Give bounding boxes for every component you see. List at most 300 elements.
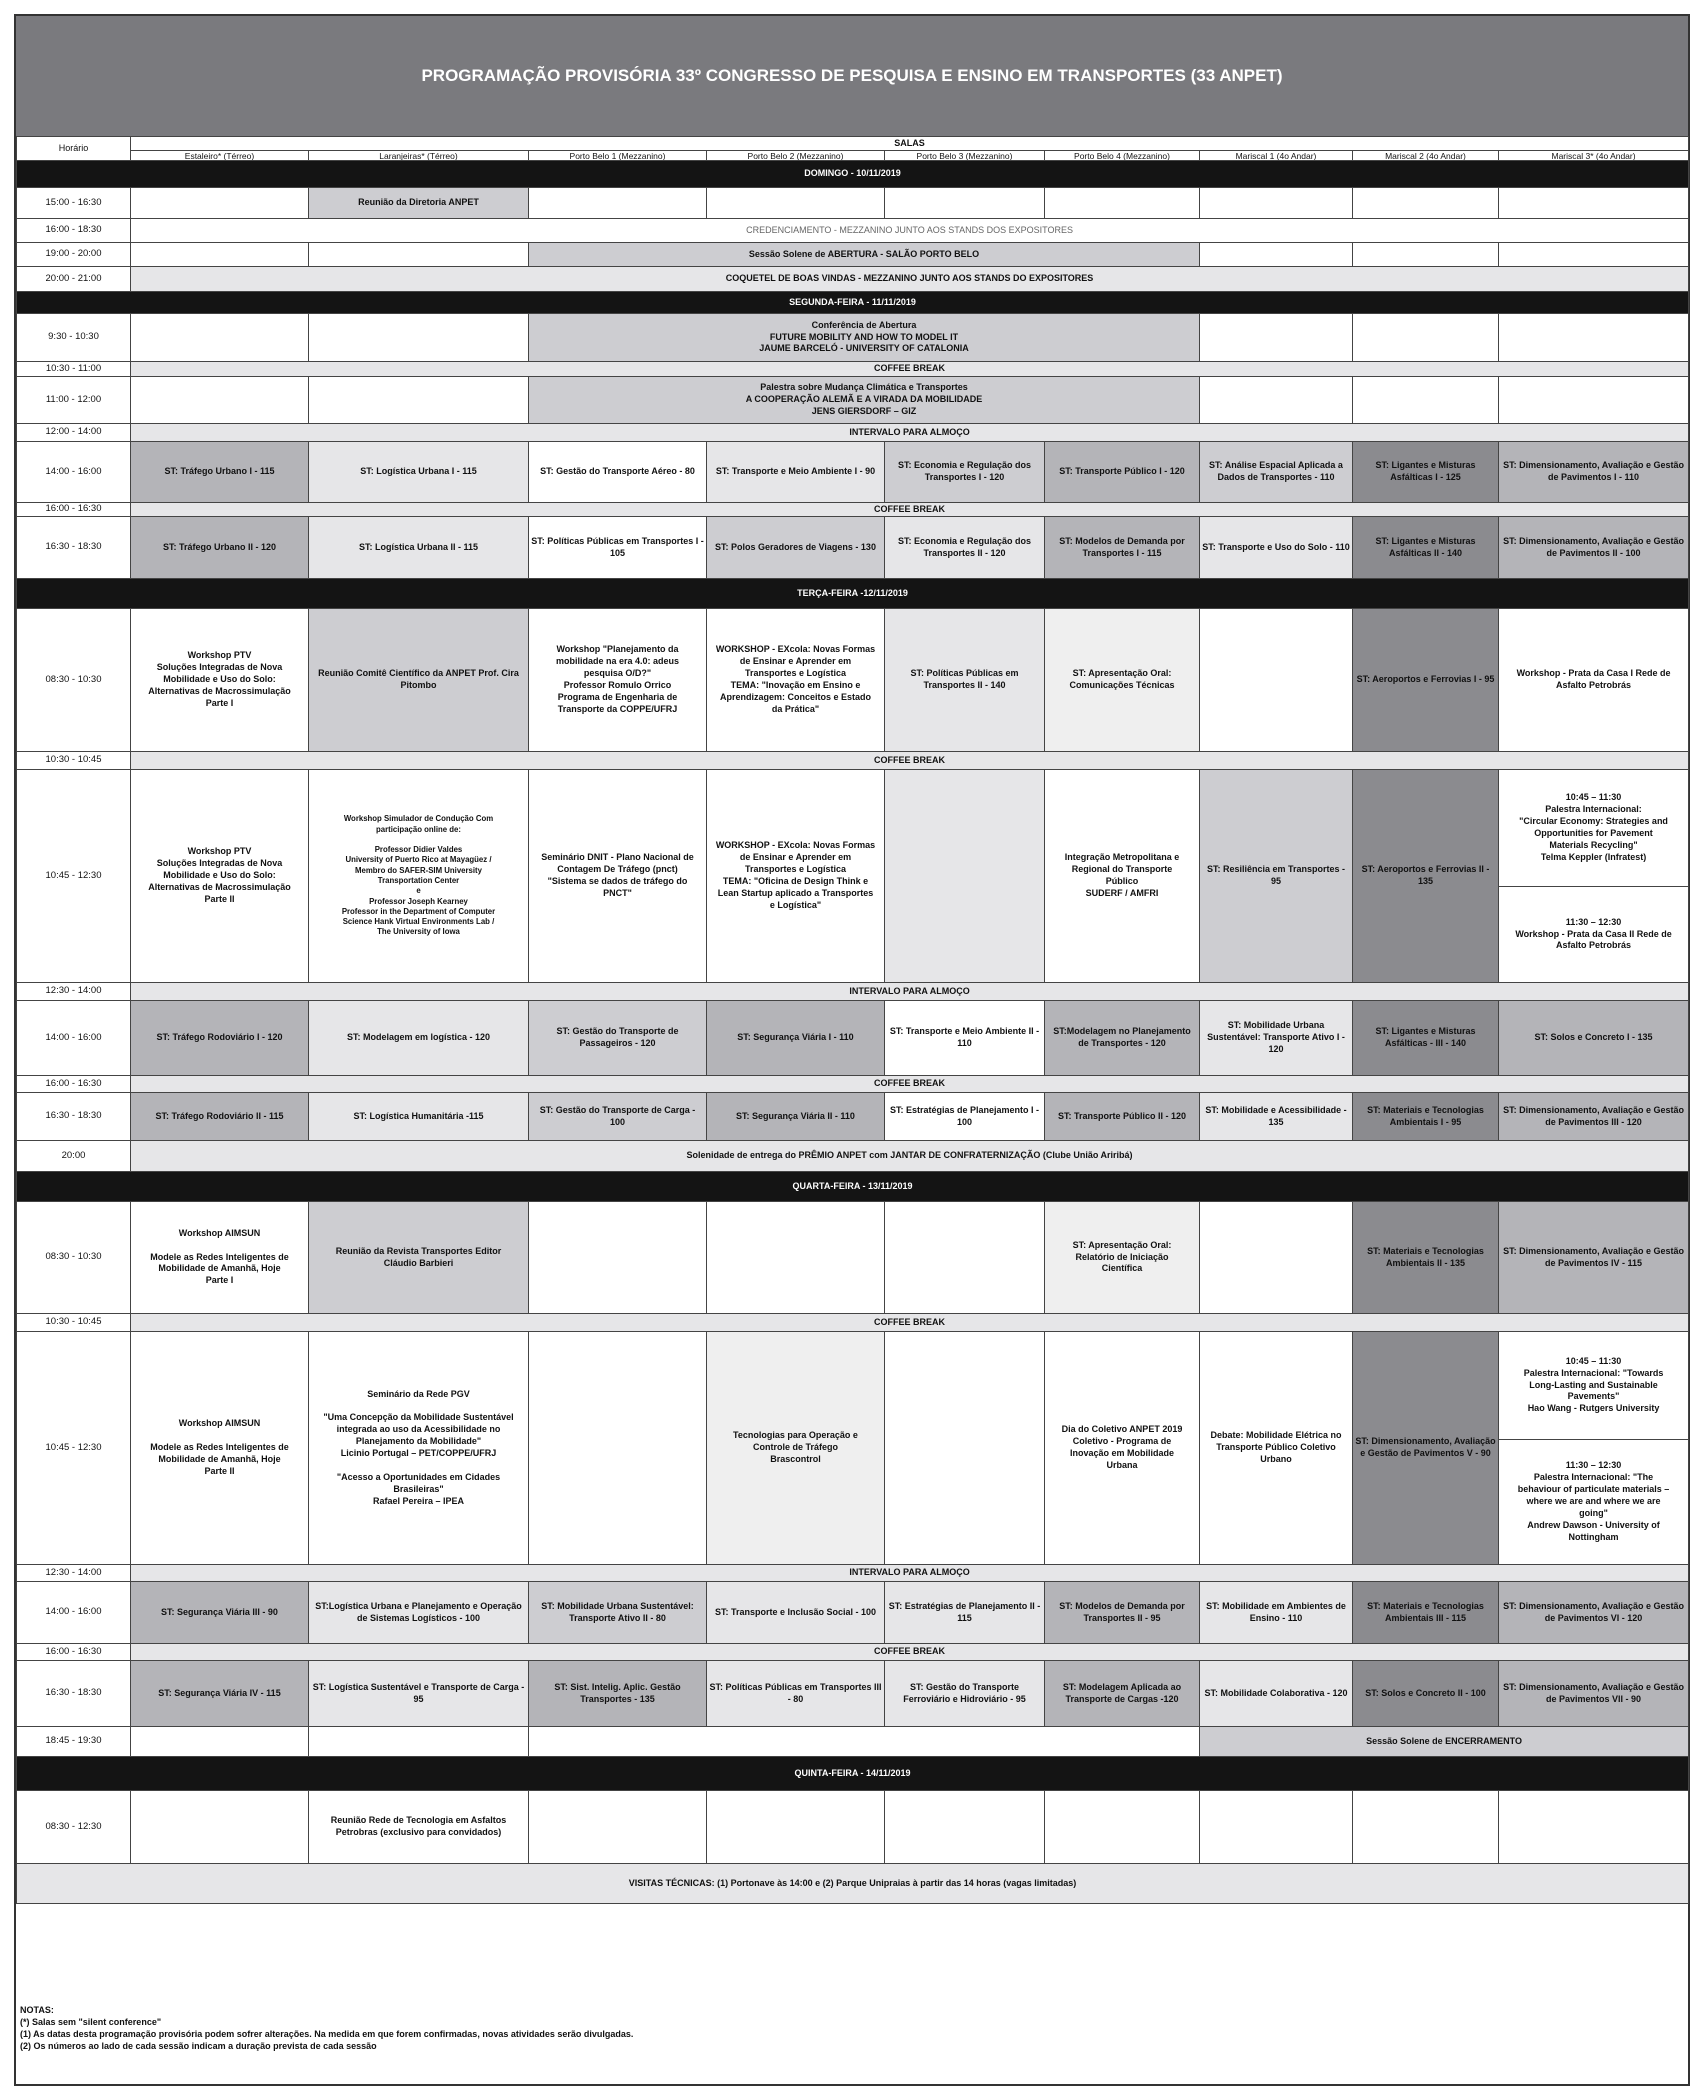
line: Professor Joseph Kearney <box>369 896 468 906</box>
line: Soluções Integradas de Nova <box>156 662 283 673</box>
session-cell: ST: Dimensionamento, Avaliação e Gestão de Pavimentos II - 100 <box>1499 517 1689 579</box>
session-cell: ST: Sist. Intelig. Aplic. Gestão Transportes - 135 <box>529 1661 707 1727</box>
line: Controle de Tráfego <box>752 1442 838 1453</box>
line: Science Hank Virtual Environments Lab / <box>342 917 495 927</box>
note-item: (*) Salas sem "silent conference" <box>20 2017 162 2028</box>
credenciamento-cell: CREDENCIAMENTO - MEZZANINO JUNTO AOS STANDS DOS EXPOSITORES <box>131 219 1689 243</box>
time-cell: 12:30 - 14:00 <box>17 983 131 1001</box>
line: Reunião da Revista Transportes Editor <box>335 1245 502 1256</box>
session-cell: ST: Dimensionamento, Avaliação e Gestão de Pavimentos III - 120 <box>1499 1093 1689 1141</box>
time-cell: 10:30 - 10:45 <box>17 752 131 770</box>
time-cell: 08:30 - 12:30 <box>17 1791 131 1864</box>
line: Tecnologias para Operação e <box>733 1430 858 1441</box>
time-cell: 10:30 - 10:45 <box>17 1314 131 1332</box>
time-cell: 14:00 - 16:00 <box>17 1001 131 1076</box>
session-cell: ST: Análise Espacial Aplicada a Dados de Transportes - 110 <box>1200 442 1353 503</box>
line: de Ensinar e Aprender em <box>739 656 852 667</box>
line: "Acesso a Oportunidades em Cidades <box>336 1471 501 1482</box>
session-cell: ST: Gestão do Transporte de Passageiros - 120 <box>529 1001 707 1076</box>
empty-cell <box>131 314 309 362</box>
dia-coletivo-cell <box>1045 1332 1200 1565</box>
seminario-dnit-cell <box>529 770 707 983</box>
line: Pavements" <box>1567 1391 1620 1402</box>
session-cell: ST: Transporte e Meio Ambiente I - 90 <box>707 442 885 503</box>
room-header: Mariscal 1 (4o Andar) <box>1200 151 1353 161</box>
time-cell: 11:00 - 12:00 <box>17 377 131 424</box>
empty-cell <box>1353 188 1499 219</box>
empty-cell <box>1499 243 1689 267</box>
line: behaviour of particulate materials – <box>1517 1484 1670 1495</box>
session-cell: ST: Tráfego Urbano II - 120 <box>131 517 309 579</box>
line: JENS GIERSDORF – GIZ <box>811 405 917 416</box>
session-cell: ST: Políticas Públicas em Transportes II - 140 <box>885 609 1045 752</box>
coquetel-cell: COQUETEL DE BOAS VINDAS - MEZZANINO JUNTO AOS STANDS DO EXPOSITORES <box>131 267 1689 292</box>
line: 10:45 – 11:30 <box>1565 1355 1622 1366</box>
line: mobilidade na era 4.0: adeus <box>555 656 680 667</box>
session-cell: ST: Transporte e Inclusão Social - 100 <box>707 1582 885 1644</box>
session-cell: ST: Gestão do Transporte Aéreo - 80 <box>529 442 707 503</box>
room-header: Porto Belo 3 (Mezzanino) <box>885 151 1045 161</box>
empty-cell <box>1200 1791 1353 1864</box>
empty-cell <box>309 377 529 424</box>
session-cell: ST: Mobilidade Urbana Sustentável: Transporte Ativo II - 80 <box>529 1582 707 1644</box>
line: Público <box>1105 876 1139 886</box>
line: PNCT" <box>603 887 632 898</box>
empty-cell <box>1353 314 1499 362</box>
conferencia-abertura-cell <box>529 314 1200 362</box>
coffee-break-cell: COFFEE BREAK <box>131 1314 1689 1332</box>
time-cell: 15:00 - 16:30 <box>17 188 131 219</box>
workshop-ptv-cell <box>131 770 309 983</box>
session-cell: ST: Dimensionamento, Avaliação e Gestão de Pavimentos I - 110 <box>1499 442 1689 503</box>
lunch-break-cell: INTERVALO PARA ALMOÇO <box>131 424 1689 442</box>
line: A COOPERAÇÃO ALEMÃ E A VIRADA DA MOBILIDADE <box>745 394 983 405</box>
session-cell: ST: Ligantes e Misturas Asfálticas I - 125 <box>1353 442 1499 503</box>
session-cell: ST: Logística Sustentável e Transporte de Carga - 95 <box>309 1661 529 1727</box>
line: pesquisa O/D?" <box>583 668 652 679</box>
room-header: Estaleiro* (Térreo) <box>131 151 309 161</box>
line: Seminário DNIT - Plano Nacional de <box>541 852 694 863</box>
empty-cell <box>529 1202 707 1314</box>
line: TEMA: "Oficina de Design Think e <box>722 876 869 886</box>
empty-cell <box>707 188 885 219</box>
line: Parte II <box>204 1465 235 1476</box>
empty-cell <box>1200 1202 1353 1314</box>
palestra-internacional-cell <box>1499 1332 1689 1440</box>
empty-cell <box>131 1791 309 1864</box>
empty-cell <box>1499 1791 1689 1864</box>
line: Palestra Internacional: <box>1545 804 1642 815</box>
notes-title: NOTAS: <box>20 2005 54 2015</box>
palestra-internacional-cell <box>1499 1440 1689 1565</box>
room-header: Porto Belo 2 (Mezzanino) <box>707 151 885 161</box>
lunch-break-cell: INTERVALO PARA ALMOÇO <box>131 1565 1689 1582</box>
empty-cell <box>885 1332 1045 1565</box>
line: Long-Lasting and Sustainable <box>1529 1379 1658 1390</box>
note-item: (1) As datas desta programação provisória podem sofrer alterações. Na medida em que forem confirmadas, novas atividades serão divulgadas. <box>20 2029 634 2040</box>
day-header: DOMINGO - 10/11/2019 <box>17 161 1689 188</box>
line: Licinio Portugal – PET/COPPE/UFRJ <box>340 1448 497 1458</box>
room-header: Laranjeiras* (Térreo) <box>309 151 529 161</box>
time-cell: 14:00 - 16:00 <box>17 442 131 503</box>
time-cell: 19:00 - 20:00 <box>17 243 131 267</box>
line: Palestra sobre Mudança Climática e Transportes <box>760 382 968 393</box>
line: Professor Didier Valdes <box>374 845 463 855</box>
line: Científica <box>1101 1263 1143 1274</box>
session-cell: ST: Economia e Regulação dos Transportes I - 120 <box>885 442 1045 503</box>
line: Andrew Dawson - University of <box>1527 1519 1660 1530</box>
line: Mobilidade e Uso do Solo: <box>163 674 276 685</box>
session-cell: Workshop - Prata da Casa I Rede de Asfalto Petrobrás <box>1499 609 1689 752</box>
apresentacao-oral-cell <box>1045 1202 1200 1314</box>
session-cell: ST: Resiliência em Transportes - 95 <box>1200 770 1353 983</box>
seminario-pgv-cell <box>309 1332 529 1565</box>
empty-cell <box>707 1791 885 1864</box>
session-cell: ST: Modelagem em logística - 120 <box>309 1001 529 1076</box>
session-cell: ST: Polos Geradores de Viagens - 130 <box>707 517 885 579</box>
line: Debate: Mobilidade Elétrica no <box>1210 1430 1342 1441</box>
day-header: TERÇA-FEIRA -12/11/2019 <box>17 579 1689 609</box>
session-cell: ST: Logística Urbana II - 115 <box>309 517 529 579</box>
line: participação online de: <box>376 824 461 834</box>
workshop-ptv-cell <box>131 609 309 752</box>
line: Modele as Redes Inteligentes de <box>150 1442 289 1453</box>
room-header: Porto Belo 4 (Mezzanino) <box>1045 151 1200 161</box>
line: Brasileiras" <box>393 1483 444 1494</box>
line: Contagem De Tráfego (pnct) <box>557 864 678 875</box>
empty-cell <box>309 314 529 362</box>
line: Materials Recycling" <box>1549 839 1638 850</box>
line: The University of Iowa <box>377 927 460 937</box>
integracao-metropolitana-cell <box>1045 770 1200 983</box>
session-cell: ST: Segurança Viária I - 110 <box>707 1001 885 1076</box>
reuniao-rede-cell <box>309 1791 529 1864</box>
line: Soluções Integradas de Nova <box>156 858 283 869</box>
session-cell: ST: Mobilidade Urbana Sustentável: Transporte Ativo I - 120 <box>1200 1001 1353 1076</box>
empty-cell <box>885 1202 1045 1314</box>
time-cell: 16:00 - 16:30 <box>17 1076 131 1093</box>
time-cell: 08:30 - 10:30 <box>17 609 131 752</box>
time-cell: 16:30 - 18:30 <box>17 1661 131 1727</box>
line: Telma Keppler (Infratest) <box>1540 851 1647 862</box>
empty-cell <box>1200 243 1353 267</box>
line: Dia do Coletivo ANPET 2019 <box>1061 1424 1183 1435</box>
empty-cell <box>1045 188 1200 219</box>
line: Workshop PTV <box>187 650 252 661</box>
empty-cell <box>1200 609 1353 752</box>
time-cell: 16:00 - 18:30 <box>17 219 131 243</box>
time-cell: 18:45 - 19:30 <box>17 1727 131 1757</box>
note-item: (2) Os números ao lado de cada sessão indicam a duração prevista de cada sessão <box>20 2041 377 2052</box>
empty-cell <box>1200 188 1353 219</box>
line: Alternativas de Macrossimulação <box>148 881 291 892</box>
empty-cell <box>1499 188 1689 219</box>
session-cell: ST: Logística Humanitária -115 <box>309 1093 529 1141</box>
line: integrada ao uso da Acessibilidade no <box>336 1424 501 1435</box>
empty-cell <box>1200 314 1353 362</box>
session-cell: ST: Dimensionamento, Avaliação e Gestão de Pavimentos IV - 115 <box>1499 1202 1689 1314</box>
line: Aprendizagem: Conceitos e Estado <box>719 691 872 702</box>
session-cell: ST: Modelagem Aplicada ao Transporte de Cargas -120 <box>1045 1661 1200 1727</box>
session-cell: ST: Economia e Regulação dos Transportes II - 120 <box>885 517 1045 579</box>
session-cell: ST: Logística Urbana I - 115 <box>309 442 529 503</box>
session-cell: ST: Tráfego Rodoviário II - 115 <box>131 1093 309 1141</box>
line: Cláudio Barbieri <box>383 1257 454 1268</box>
line: University of Puerto Rico at Mayagüez / <box>345 855 492 865</box>
line: Workshop AIMSUN <box>178 1227 261 1238</box>
line: Coletivo - Programa de <box>1072 1436 1172 1447</box>
line: Transportation Center <box>377 876 460 885</box>
line: Inovação em Mobilidade <box>1069 1448 1175 1458</box>
line: Workshop Simulador de Condução Com <box>343 814 494 824</box>
day-header: QUARTA-FEIRA - 13/11/2019 <box>17 1172 1689 1202</box>
spacer <box>133 1240 306 1252</box>
time-cell: 10:45 - 12:30 <box>17 770 131 983</box>
line: Mobilidade de Amanhã, Hoje <box>158 1263 281 1274</box>
line: Regional do Transporte <box>1071 864 1173 875</box>
empty-cell <box>1499 377 1689 424</box>
session-cell: ST: Materiais e Tecnologias Ambientais II - 135 <box>1353 1202 1499 1314</box>
session-cell: ST: Solos e Concreto II - 100 <box>1353 1661 1499 1727</box>
session-cell: ST: Apresentação Oral: Comunicações Técnicas <box>1045 609 1200 752</box>
line: Alternativas de Macrossimulação <box>148 685 291 696</box>
line: Transporte da COPPE/UFRJ <box>557 703 678 714</box>
session-cell: ST: Aeroportos e Ferrovias II - 135 <box>1353 770 1499 983</box>
line: Integração Metropolitana e <box>1064 852 1180 863</box>
debate-mobilidade-cell <box>1200 1332 1353 1565</box>
session-cell: ST: Dimensionamento, Avaliação e Gestão de Pavimentos VI - 120 <box>1499 1582 1689 1644</box>
premio-cell: Solenidade de entrega do PRÊMIO ANPET com JANTAR DE CONFRATERNIZAÇÃO (Clube União Ariribá) <box>131 1141 1689 1172</box>
empty-cell <box>131 188 309 219</box>
line: Brascontrol <box>770 1453 821 1464</box>
time-cell: 10:45 - 12:30 <box>17 1332 131 1565</box>
time-cell: 14:00 - 16:00 <box>17 1582 131 1644</box>
session-cell: ST: Materiais e Tecnologias Ambientais III - 115 <box>1353 1582 1499 1644</box>
workshop-excola-cell <box>707 770 885 983</box>
session-cell: ST: Segurança Viária II - 110 <box>707 1093 885 1141</box>
session-cell: Reunião Comitê Científico da ANPET Prof. Cira Pitombo <box>309 609 529 752</box>
empty-cell <box>131 377 309 424</box>
line: de Ensinar e Aprender em <box>739 852 852 863</box>
page-title: PROGRAMAÇÃO PROVISÓRIA 33º CONGRESSO DE PESQUISA E ENSINO EM TRANSPORTES (33 ANPET) <box>16 16 1688 137</box>
session-cell: Reunião da Diretoria ANPET <box>309 188 529 219</box>
line: Planejamento da Mobilidade" <box>355 1436 482 1447</box>
empty-cell <box>1353 1791 1499 1864</box>
line: Urbano <box>1260 1453 1292 1464</box>
time-cell: 9:30 - 10:30 <box>17 314 131 362</box>
line: 10:45 – 11:30 <box>1565 792 1622 803</box>
line: Parte I <box>205 1275 234 1286</box>
session-cell: ST: Modelos de Demanda por Transportes II - 95 <box>1045 1582 1200 1644</box>
time-cell: 16:00 - 16:30 <box>17 503 131 517</box>
schedule-table <box>16 136 1689 1904</box>
room-header: Porto Belo 1 (Mezzanino) <box>529 151 707 161</box>
session-cell: ST: Dimensionamento, Avaliação e Gestão de Pavimentos VII - 90 <box>1499 1661 1689 1727</box>
session-cell: ST: Materiais e Tecnologias Ambientais I - 95 <box>1353 1093 1499 1141</box>
session-cell: ST: Segurança Viária IV - 115 <box>131 1661 309 1727</box>
session-cell: ST: Transporte Público II - 120 <box>1045 1093 1200 1141</box>
line: Asfalto Petrobrás <box>1556 940 1632 951</box>
line: Palestra Internacional: "The <box>1533 1472 1654 1483</box>
empty-cell <box>1045 1791 1200 1864</box>
coffee-break-cell: COFFEE BREAK <box>131 752 1689 770</box>
notes-block <box>20 2004 633 2053</box>
time-cell: 16:00 - 16:30 <box>17 1644 131 1661</box>
line: Seminário da Rede PGV <box>367 1388 470 1399</box>
session-cell: ST: Segurança Viária III - 90 <box>131 1582 309 1644</box>
spacer <box>133 1430 306 1442</box>
line: SUDERF / AMFRI <box>1085 887 1159 898</box>
empty-cell <box>885 188 1045 219</box>
line: Petrobras (exclusivo para convidados) <box>335 1827 502 1837</box>
coffee-break-cell: COFFEE BREAK <box>131 1076 1689 1093</box>
workshop-prata-cell <box>1499 887 1689 983</box>
line: 11:30 – 12:30 <box>1565 916 1622 927</box>
salas-header: SALAS <box>131 137 1689 151</box>
empty-cell <box>1499 314 1689 362</box>
session-cell: ST: Gestão do Transporte Ferroviário e Hidroviário - 95 <box>885 1661 1045 1727</box>
room-header: Mariscal 2 (4o Andar) <box>1353 151 1499 161</box>
session-cell: ST: Mobilidade Colaborativa - 120 <box>1200 1661 1353 1727</box>
line: Modele as Redes Inteligentes de <box>150 1251 289 1262</box>
line: "Sistema se dados de tráfego do <box>547 876 688 886</box>
line: Parte I <box>205 697 234 708</box>
session-cell: ST:Modelagem no Planejamento de Transportes - 120 <box>1045 1001 1200 1076</box>
line: Reunião Rede de Tecnologia em Asfaltos <box>330 1815 507 1826</box>
session-cell: ST: Transporte Público I - 120 <box>1045 442 1200 503</box>
session-cell: ST: Tráfego Rodoviário I - 120 <box>131 1001 309 1076</box>
line: Workshop "Planejamento da <box>556 644 679 655</box>
line: TEMA: "Inovação em Ensino e <box>730 680 861 690</box>
workshop-aimsun-cell <box>131 1202 309 1314</box>
line: e Logística" <box>769 899 822 910</box>
line: Workshop PTV <box>187 846 252 857</box>
line: Professor Romulo Orrico <box>563 680 672 690</box>
empty-cell <box>529 1791 707 1864</box>
coffee-break-cell: COFFEE BREAK <box>131 1644 1689 1661</box>
session-cell: ST: Mobilidade em Ambientes de Ensino - 110 <box>1200 1582 1353 1644</box>
line: Rafael Pereira – IPEA <box>372 1495 465 1506</box>
line: Parte II <box>204 893 235 904</box>
workshop-simulador-cell <box>309 770 529 983</box>
reuniao-revista-cell <box>309 1202 529 1314</box>
time-cell: 16:30 - 18:30 <box>17 517 131 579</box>
line: Hao Wang - Rutgers University <box>1527 1403 1660 1414</box>
session-cell: ST: Ligantes e Misturas Asfálticas II - 140 <box>1353 517 1499 579</box>
line: WORKSHOP - EXcola: Novas Formas <box>715 840 876 851</box>
encerramento-cell: Sessão Solene de ENCERRAMENTO <box>1200 1727 1689 1757</box>
coffee-break-cell: COFFEE BREAK <box>131 503 1689 517</box>
line: JAUME BARCELÓ - UNIVERSITY OF CATALONIA <box>759 343 969 354</box>
session-cell: ST: Gestão do Transporte de Carga - 100 <box>529 1093 707 1141</box>
empty-cell <box>529 1727 1200 1757</box>
line: going" <box>1579 1507 1608 1518</box>
empty-cell <box>1353 377 1499 424</box>
spacer <box>311 835 526 845</box>
line: Urbana <box>1106 1459 1138 1470</box>
workshop-aimsun-cell <box>131 1332 309 1565</box>
session-cell: ST: Tráfego Urbano I - 115 <box>131 442 309 503</box>
line: e <box>416 886 421 896</box>
empty-cell <box>131 243 309 267</box>
line: Palestra Internacional: "Towards <box>1523 1367 1664 1378</box>
spacer <box>311 1460 526 1472</box>
line: Opportunities for Pavement <box>1534 828 1653 838</box>
line: Mobilidade e Uso do Solo: <box>163 870 276 881</box>
session-cell: ST: Mobilidade e Acessibilidade - 135 <box>1200 1093 1353 1141</box>
time-cell: 12:00 - 14:00 <box>17 424 131 442</box>
empty-cell <box>885 1791 1045 1864</box>
session-cell: ST: Aeroportos e Ferrovias I - 95 <box>1353 609 1499 752</box>
session-cell: ST: Estratégias de Planejamento II - 115 <box>885 1582 1045 1644</box>
line: Membro do SAFER-SIM University <box>355 865 482 875</box>
time-cell: 10:30 - 11:00 <box>17 362 131 377</box>
time-cell: 16:30 - 18:30 <box>17 1093 131 1141</box>
empty-cell <box>885 770 1045 983</box>
session-cell: ST: Políticas Públicas em Transportes III - 80 <box>707 1661 885 1727</box>
session-cell: Sessão Solene de ABERTURA - SALÃO PORTO BELO <box>529 243 1200 267</box>
session-cell: ST: Solos e Concreto I - 135 <box>1499 1001 1689 1076</box>
line: "Circular Economy: Strategies and <box>1519 816 1668 827</box>
session-cell: ST: Estratégias de Planejamento I - 100 <box>885 1093 1045 1141</box>
schedule-sheet <box>14 14 1690 2086</box>
time-cell: 12:30 - 14:00 <box>17 1565 131 1582</box>
line: 11:30 – 12:30 <box>1565 1460 1622 1471</box>
room-header: Mariscal 3* (4o Andar) <box>1499 151 1689 161</box>
line: Relatório de Iniciação <box>1075 1251 1169 1262</box>
schedule-grid <box>16 136 1688 1904</box>
session-cell: ST: Políticas Públicas em Transportes I - 105 <box>529 517 707 579</box>
session-cell: ST: Dimensionamento, Avaliação e Gestão de Pavimentos V - 90 <box>1353 1332 1499 1565</box>
line: Workshop - Prata da Casa II Rede de <box>1515 928 1672 939</box>
line: FUTURE MOBILITY AND HOW TO MODEL IT <box>769 331 959 342</box>
lunch-break-cell: INTERVALO PARA ALMOÇO <box>131 983 1689 1001</box>
session-cell: ST: Transporte e Meio Ambiente II - 110 <box>885 1001 1045 1076</box>
line: Programa de Engenharia de <box>557 691 678 702</box>
palestra-internacional-cell <box>1499 770 1689 887</box>
palestra-clima-cell <box>529 377 1200 424</box>
line: WORKSHOP - EXcola: Novas Formas <box>715 644 876 655</box>
empty-cell <box>1353 243 1499 267</box>
session-cell: ST:Logística Urbana e Planejamento e Operação de Sistemas Logísticos - 100 <box>309 1582 529 1644</box>
line: where we are and where we are <box>1526 1496 1661 1507</box>
line: ST: Apresentação Oral: <box>1072 1239 1172 1250</box>
empty-cell <box>529 188 707 219</box>
visitas-tecnicas-cell: VISITAS TÉCNICAS: (1) Portonave às 14:00 e (2) Parque Unipraias à partir das 14 horas (vagas limitadas) <box>17 1864 1689 1904</box>
horario-header: Horário <box>17 137 131 161</box>
empty-cell <box>309 243 529 267</box>
line: Nottingham <box>1568 1531 1619 1542</box>
spacer <box>311 1401 526 1413</box>
line: Lean Startup aplicado a Transportes <box>717 887 874 898</box>
line: Transportes e Logística <box>744 864 847 875</box>
session-cell: ST: Ligantes e Misturas Asfálticas - III - 140 <box>1353 1001 1499 1076</box>
time-cell: 20:00 <box>17 1141 131 1172</box>
tecnologias-operacao-cell <box>707 1332 885 1565</box>
line: da Prática" <box>771 703 820 714</box>
time-cell: 20:00 - 21:00 <box>17 267 131 292</box>
empty-cell <box>707 1202 885 1314</box>
line: Conferência de Abertura <box>811 319 917 330</box>
session-cell: ST: Modelos de Demanda por Transportes I - 115 <box>1045 517 1200 579</box>
day-header: SEGUNDA-FEIRA - 11/11/2019 <box>17 292 1689 314</box>
line: Mobilidade de Amanhã, Hoje <box>158 1453 281 1464</box>
empty-cell <box>131 1727 309 1757</box>
empty-cell <box>1200 377 1353 424</box>
empty-cell <box>529 1332 707 1565</box>
workshop-excola-cell <box>707 609 885 752</box>
line: Transporte Público Coletivo <box>1216 1442 1336 1453</box>
